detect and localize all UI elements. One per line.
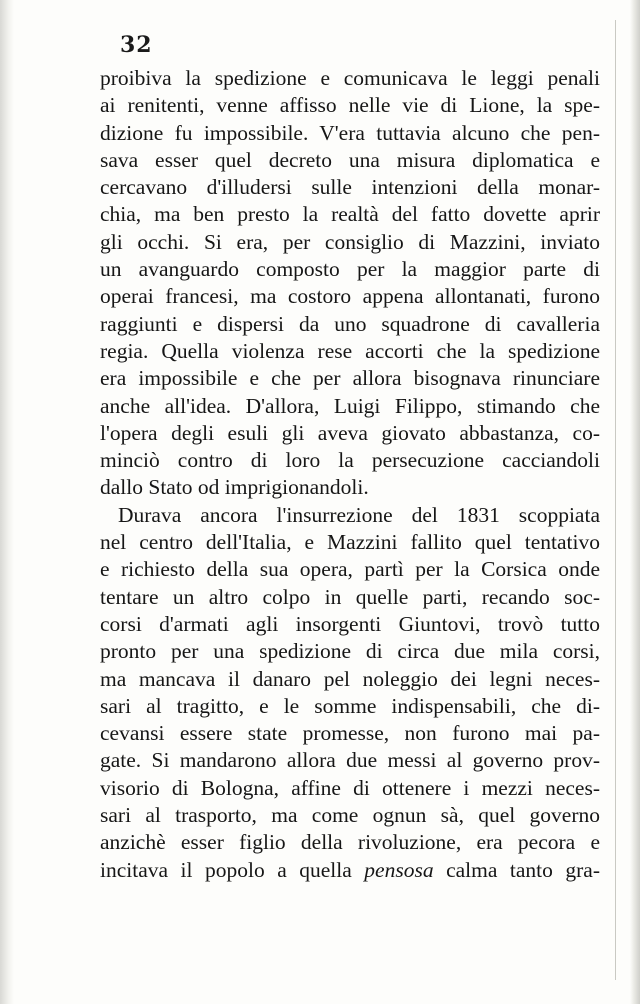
text-line: minciò contro di loro la persecuzione cacciandoli [100,448,600,473]
text-line: raggiunti e dispersi da uno squadrone di cavalleria [100,311,600,336]
text-line: ma mancava il danaro pel noleggio dei legni neces- [100,666,600,691]
page-left-edge [0,0,14,1004]
text-line: proibiva la spedizione e comunicava le leggi penali [100,66,600,90]
text-line: sari al tragitto, e le somme indispensabili, che di- [100,693,600,718]
text-fragment: incitava il popolo a quella [100,857,365,882]
margin-rule [615,20,616,980]
text-line: pronto per una spedizione di circa due mila corsi, [100,639,600,664]
text-line: corsi d'armati agli insorgenti Giuntovi, trovò tutto [100,611,600,636]
page-number: 32 [120,32,153,58]
text-fragment: calma tanto gra- [433,857,600,882]
page-right-edge [630,0,640,1004]
text-line: tentare un altro colpo in quelle parti, recando soc- [100,584,600,609]
text-line: era impossibile e che per allora bisognava rinunciare [100,366,600,391]
text-line: dallo Stato od imprigionandoli. [100,475,369,500]
text-line: e richiesto della sua opera, partì per la Corsica onde [100,557,600,582]
text-line: l'opera degli esuli gli aveva giovato abbastanza, co- [100,420,600,445]
paragraph-2 [100,502,600,884]
text-line: nel centro dell'Italia, e Mazzini fallito quel tentativo [100,530,600,555]
text-line: regia. Quella violenza rese accorti che la spedizione [100,338,600,363]
text-line: dizione fu impossibile. V'era tuttavia alcuno che pen- [100,120,600,145]
text-line: cercavano d'illudersi sulle intenzioni della monar- [100,175,600,200]
text-line: cevansi essere state promesse, non furono mai pa- [100,721,600,746]
text-line: un avanguardo composto per la maggior parte di [100,257,600,282]
text-line: Durava ancora l'insurrezione del 1831 scoppiata [118,502,600,527]
text-line: chia, ma ben presto la realtà del fatto dovette aprir [100,202,600,227]
text-line: sava esser quel decreto una misura diplomatica e [100,147,600,172]
paragraph-1 [100,65,600,502]
text-line: ai renitenti, venne affisso nelle vie di Lione, la spe- [100,93,600,118]
text-line: sari al trasporto, ma come ognun sà, quel governo [100,803,600,828]
text-line: gli occhi. Si era, per consiglio di Mazzini, inviato [100,229,600,254]
text-line: visorio di Bologna, affine di ottenere i mezzi neces- [100,775,600,800]
text-line: gate. Si mandarono allora due messi al governo prov- [100,748,600,773]
text-line: operai francesi, ma costoro appena allontanati, furono [100,284,600,309]
text-line: anzichè esser figlio della rivoluzione, era pecora e [100,830,600,855]
text-line-final [100,857,600,884]
body-text [100,65,600,884]
italic-word: pensosa [364,857,434,882]
text-line: anche all'idea. D'allora, Luigi Filippo, stimando che [100,393,600,418]
